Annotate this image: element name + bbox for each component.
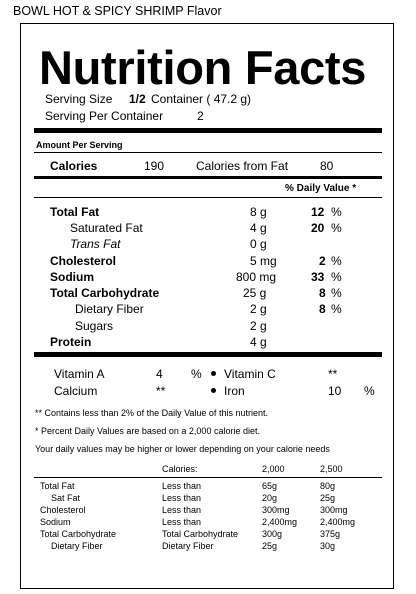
nutrient-amount-total-fat: 8 g [250, 205, 267, 219]
reference-col-2000: 2,000 [262, 464, 285, 474]
panel-title: Nutrition Facts [39, 41, 367, 94]
calcium-label: Calcium [54, 384, 98, 398]
nutrient-name-total-carbohydrate: Total Carbohydrate [50, 286, 160, 300]
nutrient-pct-dietary-fiber: % [331, 302, 342, 316]
reference-row-name: Dietary Fiber [51, 541, 103, 551]
nutrient-dv-saturated-fat: 20 [311, 221, 325, 235]
nutrient-dv-cholesterol: 2 [319, 254, 326, 268]
reference-row-value-2000: 25g [262, 541, 278, 551]
nutrient-amount-protein: 4 g [250, 335, 267, 349]
reference-row-limit: Dietary Fiber [162, 541, 214, 551]
reference-row-value-2500: 25g [320, 493, 336, 503]
reference-row-name: Total Carbohydrate [40, 529, 117, 539]
reference-row-value-2000: 300g [262, 529, 283, 539]
reference-row-limit: Less than [162, 493, 202, 503]
reference-row-value-2500: 375g [320, 529, 341, 539]
calories-value: 190 [144, 159, 165, 173]
footnote-daily-values: * Percent Daily Values are based on a 2,000 calorie diet. [35, 426, 260, 436]
reference-row-limit: Less than [162, 517, 202, 527]
thick-rule [34, 128, 382, 133]
nutrient-amount-saturated-fat: 4 g [250, 221, 267, 235]
reference-row-value-2000: 2,400mg [262, 517, 298, 527]
nutrient-name-trans-fat: Trans Fat [70, 237, 121, 251]
bullet-dot [211, 388, 216, 393]
servings-per-container-value: 2 [197, 109, 204, 123]
serving-size-amount: 1/2 [129, 92, 146, 106]
nutrient-pct-total-carbohydrate: % [331, 286, 342, 300]
calories-label: Calories [50, 159, 98, 173]
calcium-value: ** [156, 384, 166, 398]
nutrient-amount-total-carbohydrate: 25 g [243, 286, 267, 300]
nutrient-amount-sodium: 800 mg [236, 270, 277, 284]
nutrient-pct-cholesterol: % [331, 254, 342, 268]
reference-row-name: Sat Fat [51, 493, 81, 503]
iron-pct: % [364, 384, 375, 398]
reference-row-value-2500: 80g [320, 481, 336, 491]
bullet-dot [211, 371, 216, 376]
nutrient-pct-total-fat: % [331, 205, 342, 219]
nutrient-pct-sodium: % [331, 270, 342, 284]
reference-row-value-2500: 30g [320, 541, 336, 551]
nutrient-amount-sugars: 2 g [250, 319, 267, 333]
reference-row-value-2000: 20g [262, 493, 278, 503]
nutrient-amount-trans-fat: 0 g [250, 237, 267, 251]
amount-per-serving: Amount Per Serving [36, 140, 123, 150]
nutrient-dv-sodium: 33 [311, 270, 325, 284]
reference-row-name: Total Fat [40, 481, 75, 491]
reference-row-limit: Less than [162, 505, 202, 515]
iron-value: 10 [328, 384, 342, 398]
vitamin-c-label: Vitamin C [224, 367, 276, 381]
thin-rule [34, 197, 382, 198]
calories-from-fat-value: 80 [320, 159, 334, 173]
nutrient-pct-saturated-fat: % [331, 221, 342, 235]
serving-size-label: Serving Size [45, 92, 113, 106]
thick-rule [34, 352, 382, 357]
reference-col-2500: 2,500 [320, 464, 343, 474]
reference-row-limit: Total Carbohydrate [162, 529, 239, 539]
footnote-calorie-needs: Your daily values may be higher or lower depending on your calorie needs [35, 444, 330, 454]
nutrition-facts-panel [20, 23, 394, 589]
nutrient-amount-dietary-fiber: 2 g [250, 302, 267, 316]
reference-row-name: Cholesterol [40, 505, 86, 515]
medium-rule [34, 176, 382, 179]
reference-row-value-2500: 300mg [320, 505, 348, 515]
nutrient-name-protein: Protein [50, 335, 92, 349]
nutrient-name-sugars: Sugars [75, 319, 114, 333]
vitamin-a-value: 4 [156, 367, 163, 381]
daily-value-header: % Daily Value * [285, 183, 357, 194]
nutrient-amount-cholesterol: 5 mg [250, 254, 277, 268]
reference-row-limit: Less than [162, 481, 202, 491]
nutrient-name-total-fat: Total Fat [50, 205, 100, 219]
footnote-less-than-2-percent: ** Contains less than 2% of the Daily Value of this nutrient. [35, 408, 268, 418]
iron-label: Iron [224, 384, 245, 398]
reference-row-name: Sodium [40, 517, 71, 527]
thin-rule [34, 477, 382, 478]
nutrient-name-sodium: Sodium [50, 270, 94, 284]
nutrient-dv-total-carbohydrate: 8 [319, 286, 326, 300]
nutrient-dv-total-fat: 12 [311, 205, 325, 219]
nutrient-name-saturated-fat: Saturated Fat [70, 221, 143, 235]
thin-rule [34, 152, 382, 153]
serving-size-unit: Container ( 47.2 g) [151, 92, 252, 106]
reference-calories-label: Calories: [162, 464, 198, 474]
nutrient-name-cholesterol: Cholesterol [50, 254, 117, 268]
vitamin-a-label: Vitamin A [54, 367, 105, 381]
nutrient-name-dietary-fiber: Dietary Fiber [75, 302, 144, 316]
vitamin-c-value: ** [328, 367, 338, 381]
calories-from-fat-label: Calories from Fat [196, 159, 289, 173]
reference-row-value-2500: 2,400mg [320, 517, 356, 527]
vitamin-a-pct: % [191, 367, 202, 381]
servings-per-container-label: Serving Per Container [45, 109, 164, 123]
nutrient-dv-dietary-fiber: 8 [319, 302, 326, 316]
reference-row-value-2000: 65g [262, 481, 278, 491]
reference-row-value-2000: 300mg [262, 505, 290, 515]
product-name: BOWL HOT & SPICY SHRIMP Flavor [13, 4, 222, 18]
